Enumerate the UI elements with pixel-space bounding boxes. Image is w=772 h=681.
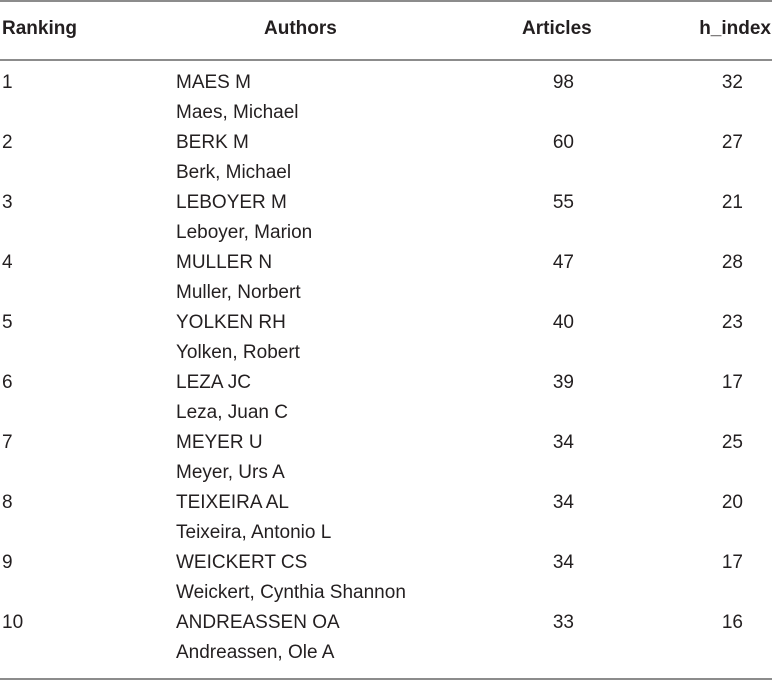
table-row	[0, 64, 772, 124]
table-row	[0, 424, 772, 484]
cell-author-abbreviation: MEYER U	[176, 432, 263, 453]
cell-author-abbreviation: LEZA JC	[176, 372, 251, 393]
cell-ranking: 8	[2, 492, 13, 513]
cell-author-full-name: Weickert, Cynthia Shannon	[176, 582, 406, 603]
cell-author-full-name: Yolken, Robert	[176, 342, 300, 363]
cell-articles: 39	[552, 372, 574, 393]
cell-author-abbreviation: LEBOYER M	[176, 192, 287, 213]
cell-author-full-name: Leboyer, Marion	[176, 222, 313, 243]
cell-author-full-name: Berk, Michael	[176, 162, 292, 183]
cell-h-index: 20	[721, 492, 743, 513]
cell-author-abbreviation: YOLKEN RH	[176, 312, 286, 333]
cell-h-index: 23	[721, 312, 743, 333]
table-row	[0, 484, 772, 544]
cell-author-full-name: Muller, Norbert	[176, 282, 301, 303]
cell-ranking: 3	[2, 192, 13, 213]
table-row	[0, 244, 772, 304]
header-articles: Articles	[522, 18, 592, 39]
cell-articles: 47	[552, 252, 574, 273]
table-row	[0, 544, 772, 604]
cell-articles: 34	[552, 432, 574, 453]
cell-articles: 34	[552, 552, 574, 573]
cell-articles: 98	[552, 72, 574, 93]
cell-h-index: 28	[721, 252, 743, 273]
table-row	[0, 304, 772, 364]
header-authors: Authors	[264, 18, 337, 39]
table-header-row	[0, 0, 772, 59]
table-row	[0, 184, 772, 244]
table-row	[0, 604, 772, 664]
table-row	[0, 364, 772, 424]
cell-h-index: 27	[721, 132, 743, 153]
cell-h-index: 17	[721, 372, 743, 393]
cell-h-index: 32	[721, 72, 743, 93]
cell-author-abbreviation: MULLER N	[176, 252, 273, 273]
cell-author-full-name: Maes, Michael	[176, 102, 299, 123]
cell-ranking: 9	[2, 552, 13, 573]
cell-ranking: 5	[2, 312, 13, 333]
table-bottom-rule	[0, 678, 772, 680]
cell-h-index: 17	[721, 552, 743, 573]
cell-articles: 55	[552, 192, 574, 213]
header-ranking: Ranking	[2, 18, 77, 39]
cell-author-abbreviation: ANDREASSEN OA	[176, 612, 340, 633]
cell-author-full-name: Leza, Juan C	[176, 402, 288, 423]
header-h-index: h_index	[699, 18, 771, 39]
cell-author-abbreviation: BERK M	[176, 132, 249, 153]
cell-ranking: 10	[2, 612, 24, 633]
table-header-rule	[0, 59, 772, 61]
cell-author-abbreviation: WEICKERT CS	[176, 552, 308, 573]
table-row	[0, 124, 772, 184]
cell-author-abbreviation: MAES M	[176, 72, 251, 93]
cell-author-abbreviation: TEIXEIRA AL	[176, 492, 289, 513]
cell-ranking: 4	[2, 252, 13, 273]
cell-ranking: 2	[2, 132, 13, 153]
cell-h-index: 16	[721, 612, 743, 633]
cell-ranking: 1	[2, 72, 13, 93]
cell-articles: 33	[552, 612, 574, 633]
cell-ranking: 6	[2, 372, 13, 393]
cell-h-index: 21	[721, 192, 743, 213]
cell-ranking: 7	[2, 432, 13, 453]
cell-articles: 60	[552, 132, 574, 153]
cell-author-full-name: Andreassen, Ole A	[176, 642, 335, 663]
cell-author-full-name: Meyer, Urs A	[176, 462, 285, 483]
cell-h-index: 25	[721, 432, 743, 453]
cell-author-full-name: Teixeira, Antonio L	[176, 522, 332, 543]
cell-articles: 34	[552, 492, 574, 513]
table-body	[0, 64, 772, 664]
cell-articles: 40	[552, 312, 574, 333]
